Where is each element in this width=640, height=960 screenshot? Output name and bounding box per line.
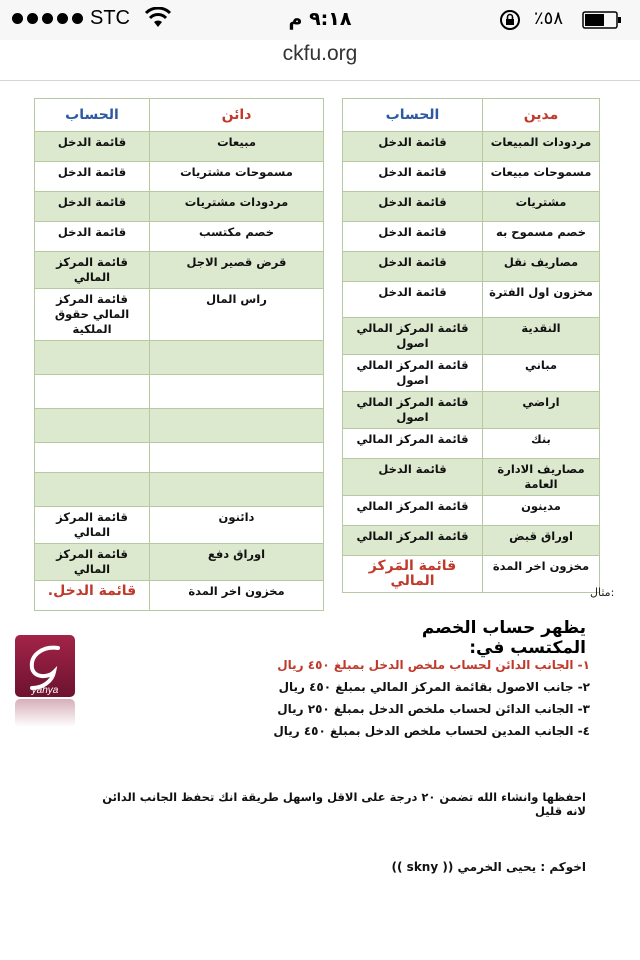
debit-table-row	[343, 192, 600, 222]
cell-item: مردودات المبيعات	[483, 132, 600, 162]
cell-item	[150, 473, 324, 507]
cell-account	[35, 375, 150, 409]
toolbar-divider	[0, 80, 640, 81]
cell-account: قائمة الدخل	[343, 132, 483, 162]
cell-account: قائمة الدخل	[35, 132, 150, 162]
credit-table-row	[35, 375, 324, 409]
credit-table-row	[35, 341, 324, 375]
cell-account: قائمة الدخل	[35, 192, 150, 222]
cell-account: قائمة الدخل.	[35, 581, 150, 611]
header-item: مدين	[483, 99, 600, 132]
cell-account: قائمة المركز المالي حقوق الملكية	[35, 289, 150, 341]
cell-item: مخزون اخر المدة	[150, 581, 324, 611]
option-2[interactable]: ٢- جانب الاصول بقائمة المركز المالي بمبلغ ٤٥٠ ريال	[278, 680, 590, 694]
cell-item: النقدية	[483, 318, 600, 355]
debit-table-row	[343, 282, 600, 318]
credit-table-row	[35, 544, 324, 581]
carrier-name: STC	[90, 7, 130, 29]
credit-table-row	[35, 507, 324, 544]
cell-account: قائمة المركز المالي	[343, 429, 483, 459]
cell-account: قائمة المركز المالي اصول	[343, 392, 483, 429]
debit-table	[342, 98, 600, 593]
cell-account: قائمة المركز المالي	[35, 544, 150, 581]
cell-item: مدينون	[483, 496, 600, 526]
cell-account: قائمة الدخل	[343, 222, 483, 252]
cell-item: خصم مسموح به	[483, 222, 600, 252]
debit-table-row	[343, 459, 600, 496]
cell-item	[150, 443, 324, 473]
yahya-logo	[14, 634, 76, 728]
debit-table-row	[343, 556, 600, 593]
credit-table-row	[35, 162, 324, 192]
debit-table-row	[343, 496, 600, 526]
credit-table-row	[35, 132, 324, 162]
cell-account: قائمة الدخل	[35, 162, 150, 192]
cell-account: قائمة المركز المالي	[35, 507, 150, 544]
status-bar	[0, 0, 640, 40]
cell-account: قائمة المركز المالي	[343, 526, 483, 556]
credit-table-row	[35, 409, 324, 443]
study-note: احفظها وانشاء الله تضمن ٢٠ درجة على الاقل واسهل طريقة انك تحفظ الجانب الدائن لانه قليل	[102, 790, 586, 818]
cell-item: مخزون اول الفترة	[483, 282, 600, 318]
cell-item	[150, 375, 324, 409]
signature: اخوكم : يحيى الخرمي (( skny ))	[391, 860, 586, 874]
option-1[interactable]: ١- الجانب الدائن لحساب ملخص الدخل بمبلغ ٤٥٠ ريال	[277, 658, 590, 672]
cell-item: مسموحات مشتريات	[150, 162, 324, 192]
example-label: مثال:	[590, 586, 615, 599]
debit-table-row	[343, 252, 600, 282]
debit-table-row	[343, 318, 600, 355]
debit-table-row	[343, 162, 600, 192]
cell-item	[150, 409, 324, 443]
address-bar-url[interactable]: ckfu.org	[282, 42, 358, 65]
debit-table-header	[343, 99, 600, 132]
cell-item: مشتريات	[483, 192, 600, 222]
debit-table-row	[343, 132, 600, 162]
cell-item: مصاريف الادارة العامة	[483, 459, 600, 496]
cell-account: قائمة الدخل	[343, 162, 483, 192]
credit-table-row	[35, 473, 324, 507]
credit-table-row	[35, 192, 324, 222]
cell-item: مسموحات مبيعات	[483, 162, 600, 192]
debit-table-row	[343, 222, 600, 252]
debit-table-row	[343, 526, 600, 556]
answer-options	[220, 654, 590, 742]
cell-item: مصاريف نقل	[483, 252, 600, 282]
cell-account: قائمة الدخل	[343, 192, 483, 222]
clock: ٩:١٨ م	[288, 8, 352, 30]
option-3[interactable]: ٣- الجانب الدائن لحساب ملخص الدخل بمبلغ ٢٥٠ ريال	[277, 702, 590, 716]
header-account: الحساب	[343, 99, 483, 132]
cell-account: قائمة الدخل	[343, 252, 483, 282]
battery-icon	[582, 11, 622, 29]
header-account: الحساب	[35, 99, 150, 132]
cell-account: قائمة الدخل	[35, 222, 150, 252]
cell-item: اوراق دفع	[150, 544, 324, 581]
cell-item: مباني	[483, 355, 600, 392]
credit-table-row	[35, 222, 324, 252]
debit-table-row	[343, 429, 600, 459]
cell-item: اراضي	[483, 392, 600, 429]
cell-account: قائمة الدخل	[343, 282, 483, 318]
credit-table	[34, 98, 324, 611]
svg-text:yahya: yahya	[31, 685, 59, 696]
cell-item: راس المال	[150, 289, 324, 341]
credit-table-row	[35, 289, 324, 341]
credit-table-row	[35, 252, 324, 289]
cell-item: مخزون اخر المدة	[483, 556, 600, 593]
cell-item: قرض قصير الاجل	[150, 252, 324, 289]
cell-account: قائمة الدخل	[343, 459, 483, 496]
credit-table-header	[35, 99, 324, 132]
header-item: دائن	[150, 99, 324, 132]
credit-table-row	[35, 443, 324, 473]
cell-account: قائمة المركز المالي اصول	[343, 318, 483, 355]
cell-item: خصم مكتسب	[150, 222, 324, 252]
battery-percent: ٪٥٨	[534, 8, 564, 29]
cell-account: قائمة المركز المالي اصول	[343, 355, 483, 392]
cell-item	[150, 341, 324, 375]
cell-item: دائنون	[150, 507, 324, 544]
cell-account	[35, 341, 150, 375]
cell-item: مردودات مشتريات	[150, 192, 324, 222]
cell-item: اوراق قبض	[483, 526, 600, 556]
debit-table-row	[343, 355, 600, 392]
cell-account	[35, 409, 150, 443]
cell-item: بنك	[483, 429, 600, 459]
option-4[interactable]: ٤- الجانب المدين لحساب ملخص الدخل بمبلغ ٤٥٠ ريال	[273, 724, 590, 738]
debit-table-row	[343, 392, 600, 429]
cell-account: قائمة المركز المالي	[35, 252, 150, 289]
cell-account: قائمة المَركز المالي	[343, 556, 483, 593]
question-text: يظهر حساب الخصم المكتسب في:	[421, 618, 586, 658]
cell-account	[35, 473, 150, 507]
cell-item: مبيعات	[150, 132, 324, 162]
cell-account	[35, 443, 150, 473]
rotation-lock-icon	[498, 8, 522, 32]
credit-table-row	[35, 581, 324, 611]
cell-account: قائمة المركز المالي	[343, 496, 483, 526]
